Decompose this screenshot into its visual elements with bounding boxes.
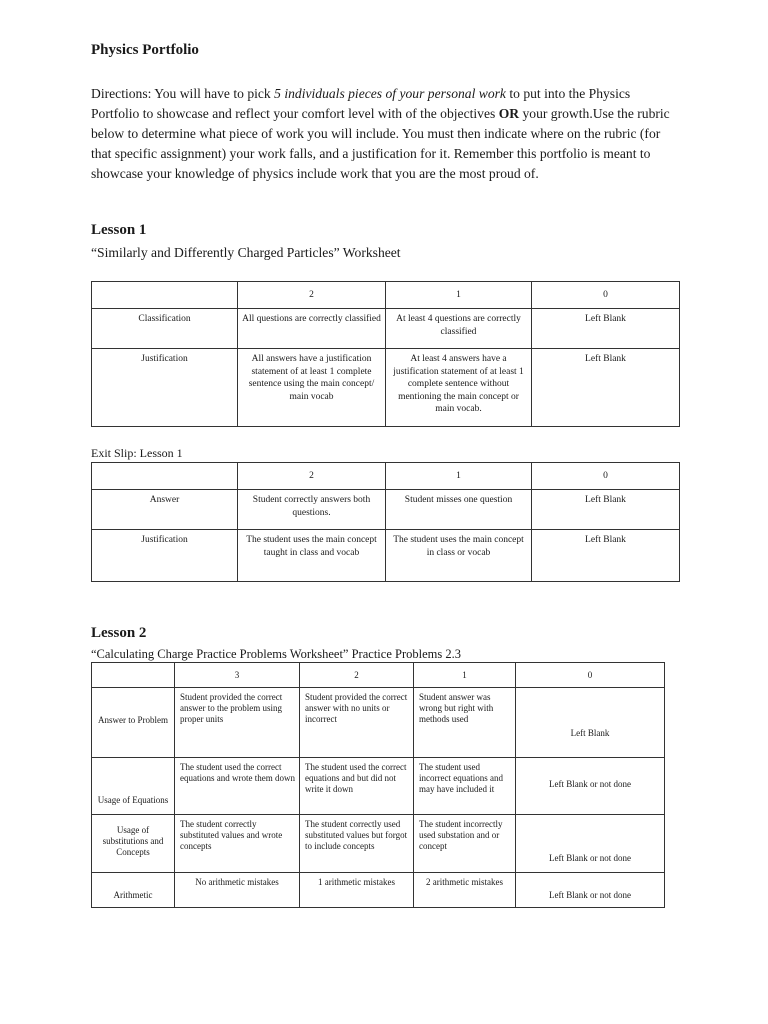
header-cell: 1	[414, 663, 516, 688]
table-cell: No arithmetic mistakes	[175, 873, 300, 908]
lesson2-rubric-table	[91, 662, 665, 908]
table-cell: Left Blank	[532, 490, 680, 530]
table-row	[92, 490, 680, 530]
header-cell: 1	[386, 463, 532, 490]
table-cell: At least 4 questions are correctly classified	[386, 309, 532, 349]
header-cell	[92, 282, 238, 309]
header-cell: 0	[516, 663, 665, 688]
table-cell: Student provided the correct answer with no units or incorrect	[300, 688, 414, 758]
table-header-row	[92, 282, 680, 309]
header-cell: 2	[238, 282, 386, 309]
table-cell: The student incorrectly used substation and or concept	[414, 815, 516, 873]
table-cell: Left Blank or not done	[516, 758, 665, 815]
table-cell: Student correctly answers both questions.	[238, 490, 386, 530]
table-cell: The student uses the main concept taught in class and vocab	[238, 530, 386, 582]
directions-text-3: your growth.Use the rubric below to determine what piece of work you will include. You must then indicate where on the rubric (for that specific assignment) your work falls, and a justification for it. Remember this portfolio is meant to showcase your knowledge of physics include work that you are the most proud of.	[91, 106, 670, 181]
exit-slip-caption: Exit Slip: Lesson 1	[91, 446, 183, 460]
table-cell: Left Blank	[516, 688, 665, 758]
directions-text-1: Directions: You will have to pick	[91, 86, 275, 101]
table-cell: At least 4 answers have a justification statement of at least 1 complete sentence without mentioning the main concept or main vocab.	[386, 349, 532, 427]
table-header-row	[92, 663, 665, 688]
table-row	[92, 688, 665, 758]
directions-italic: 5 individuals pieces of your personal work	[274, 86, 506, 101]
table-cell: Student misses one question	[386, 490, 532, 530]
row-label: Justification	[92, 349, 238, 427]
exit-slip-rubric-table	[91, 462, 680, 582]
lesson1-rubric-table	[91, 281, 680, 427]
table-cell: Left Blank	[532, 349, 680, 427]
table-cell: All answers have a justification statement of at least 1 complete sentence using the main concept/ main vocab	[238, 349, 386, 427]
directions-bold-or: OR	[498, 106, 520, 121]
row-label: Usage of substitutions and Concepts	[92, 815, 175, 873]
lesson1-heading: Lesson 1	[91, 222, 147, 238]
table-cell: Student answer was wrong but right with methods used	[414, 688, 516, 758]
table-cell: The student used the correct equations and wrote them down	[175, 758, 300, 815]
table-cell: Left Blank	[532, 309, 680, 349]
row-label: Answer to Problem	[92, 688, 175, 758]
row-label: Classification	[92, 309, 238, 349]
table-cell: The student correctly used substituted values but forgot to include concepts	[300, 815, 414, 873]
table-row	[92, 815, 665, 873]
table-cell: The student correctly substituted values and wrote concepts	[175, 815, 300, 873]
header-cell: 2	[238, 463, 386, 490]
table-header-row	[92, 463, 680, 490]
header-cell	[92, 463, 238, 490]
page-title: Physics Portfolio	[91, 42, 199, 58]
table-cell: The student used the correct equations and but did not write it down	[300, 758, 414, 815]
directions-text-2: to put into the Physics Portfolio to showcase and reflect your comfort level with of the objectives	[91, 86, 631, 121]
lesson2-heading: Lesson 2	[91, 625, 147, 641]
table-cell: Left Blank or not done	[516, 873, 665, 908]
table-cell: All questions are correctly classified	[238, 309, 386, 349]
table-row	[92, 530, 680, 582]
header-cell: 0	[532, 282, 680, 309]
header-cell: 1	[386, 282, 532, 309]
directions-paragraph	[91, 84, 681, 184]
table-cell: The student uses the main concept in class or vocab	[386, 530, 532, 582]
table-row	[92, 349, 680, 427]
row-label: Usage of Equations	[92, 758, 175, 815]
lesson2-subtitle: “Calculating Charge Practice Problems Worksheet” Practice Problems 2.3	[91, 647, 461, 661]
row-label: Answer	[92, 490, 238, 530]
row-label: Arithmetic	[92, 873, 175, 908]
table-cell: The student used incorrect equations and may have included it	[414, 758, 516, 815]
header-cell: 2	[300, 663, 414, 688]
table-cell: 2 arithmetic mistakes	[414, 873, 516, 908]
table-row	[92, 309, 680, 349]
table-row	[92, 758, 665, 815]
header-cell	[92, 663, 175, 688]
lesson1-subtitle: “Similarly and Differently Charged Particles” Worksheet	[91, 245, 401, 260]
table-cell: Left Blank	[532, 530, 680, 582]
table-cell: Left Blank or not done	[516, 815, 665, 873]
row-label: Justification	[92, 530, 238, 582]
header-cell: 0	[532, 463, 680, 490]
header-cell: 3	[175, 663, 300, 688]
table-cell: 1 arithmetic mistakes	[300, 873, 414, 908]
table-row	[92, 873, 665, 908]
table-cell: Student provided the correct answer to the problem using proper units	[175, 688, 300, 758]
